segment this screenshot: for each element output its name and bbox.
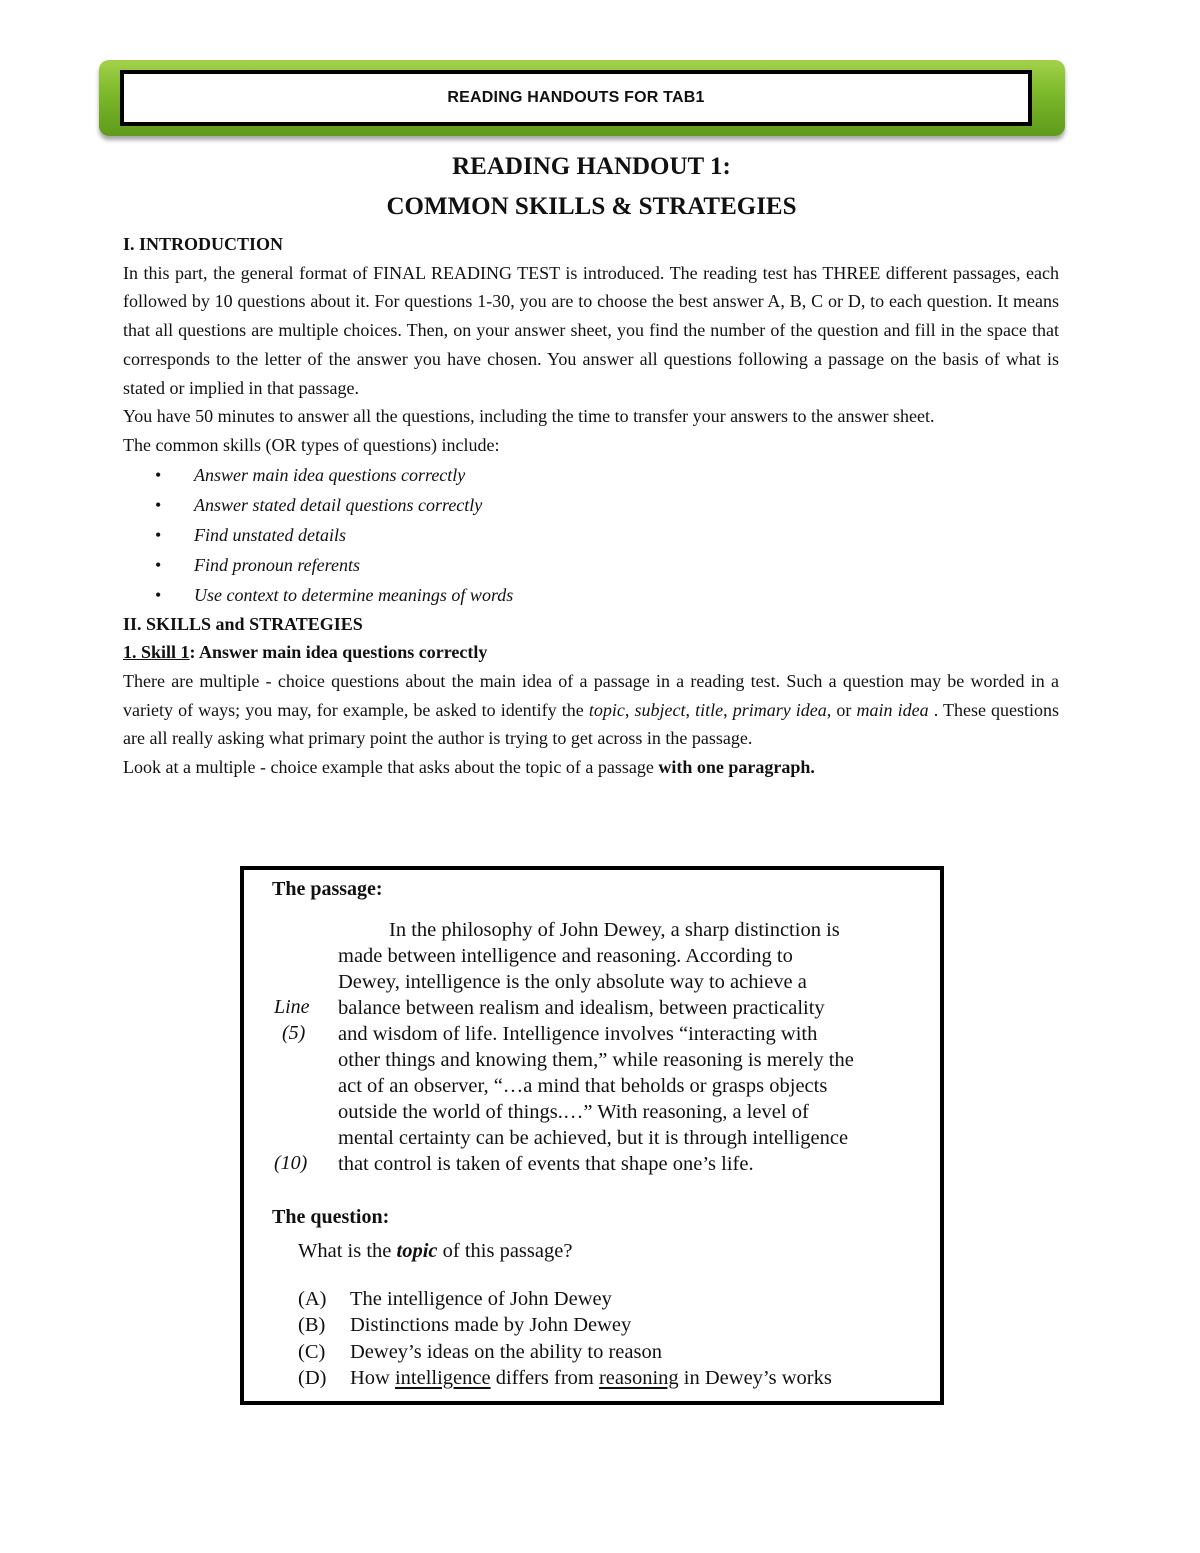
option-term-reasoning: reasoning — [598, 1366, 679, 1389]
list-item: • Answer main idea questions correctly — [123, 460, 1059, 490]
list-item: • Answer stated detail questions correctly — [123, 490, 1059, 520]
intro-paragraph-3: The common skills (OR types of questions) include: — [123, 434, 500, 455]
header-title: READING HANDOUTS FOR TAB1 — [447, 89, 705, 106]
option-text — [350, 1365, 832, 1391]
handout-subtitle: COMMON SKILLS & STRATEGIES — [386, 193, 797, 220]
skill1-text-c: Look at a multiple - choice example that asks about the topic of a passage — [123, 757, 659, 778]
section2-heading: II. SKILLS and STRATEGIES — [123, 613, 363, 634]
intro-paragraph-1: In this part, the general format of FINAL READING TEST is introduced. The reading test has THREE different passages, each followed by 10 questions about it. For questions 1-30, you are to choose the best answer A, B, C or D, to each question. It means that all questions are multiple choices. Then, on your answer sheet, you find the number of the question and fill in the space that corresponds to the letter of the answer you have chosen. You answer all questions following a passage on the basis of what is stated or implied in that passage. — [123, 262, 1059, 398]
passage-line: mental certainty can be achieved, but it is through intelligence — [338, 1127, 849, 1149]
question-term: topic — [396, 1240, 438, 1262]
passage-line: other things and knowing them,” while reasoning is merely the — [338, 1049, 854, 1071]
intro-heading: I. INTRODUCTION — [123, 234, 284, 254]
question-pre: What is the — [298, 1240, 397, 1262]
skill1-title: Answer main idea questions correctly — [195, 642, 488, 663]
line-mark-10: (10) — [274, 1152, 308, 1174]
term-primary-idea: primary idea — [732, 699, 827, 720]
passage-line: act of an observer, “…a mind that beholds or grasps objects — [338, 1075, 828, 1097]
intro-paragraph-2: You have 50 minutes to answer all the questions, including the time to transfer your answers to the answer sheet. — [123, 406, 935, 427]
skill1-text-a: There are multiple - choice questions about the main idea of a passage in a reading test. Such a question may be worded in a variety of ways; you may, for example, be asked to identify the — [123, 671, 1059, 720]
passage-line: balance between realism and idealism, between practicality — [338, 997, 825, 1019]
line-mark-5: (5) — [282, 1022, 306, 1044]
skill1-heading — [123, 638, 1059, 667]
handout-title: READING HANDOUT 1: — [452, 153, 731, 180]
passage-line: that control is taken of events that shape one’s life. — [338, 1153, 754, 1175]
list-item: • Find pronoun referents — [123, 550, 1059, 580]
passage-line: Dewey, intelligence is the only absolute way to achieve a — [338, 971, 807, 993]
line-label: Line — [274, 996, 310, 1018]
answer-option — [298, 1286, 832, 1312]
skill1-label: 1. Skill 1 — [123, 642, 190, 663]
skill1-paragraph-1: There are multiple - choice questions about the main idea of a passage in a reading test. Such a question may be worded in a variety of ways; you may, for example, be asked to identify the topic, subject, title, primary idea, or main idea . These questions are all really asking what primary point the author is trying to get across in the passage. — [123, 671, 1060, 749]
term-topic: topic — [588, 699, 625, 720]
option-term-intelligence: intelligence — [394, 1366, 491, 1389]
answer-option — [298, 1339, 832, 1365]
passage-heading: The passage: — [272, 878, 383, 900]
option-key: (D) — [298, 1366, 327, 1389]
skill1-separator: : — [189, 642, 196, 663]
question-text — [298, 1240, 572, 1263]
option-text: Distinctions made by John Dewey — [350, 1314, 632, 1337]
skill1-text-b: . These questions are all really asking what primary point the author is trying to get across in the passage. — [123, 699, 1060, 749]
option-text: The intelligence of John Dewey — [350, 1288, 612, 1310]
passage-line: outside the world of things.…” With reasoning, a level of — [338, 1101, 809, 1123]
answer-option — [298, 1365, 832, 1391]
question-heading: The question: — [272, 1206, 390, 1228]
option-text-pre: How — [350, 1366, 395, 1389]
answer-options — [298, 1286, 832, 1391]
main-content — [123, 230, 1059, 782]
passage-line: made between intelligence and reasoning. According to — [338, 945, 793, 967]
option-text: Dewey’s ideas on the ability to reason — [350, 1340, 662, 1363]
option-key: (B) — [298, 1314, 326, 1337]
skill1-text-c-bold: with one paragraph. — [658, 757, 815, 778]
answer-option — [298, 1312, 832, 1338]
option-key: (A) — [298, 1288, 327, 1310]
passage-line: In the philosophy of John Dewey, a sharp distinction is — [389, 919, 840, 941]
passage-line: and wisdom of life. Intelligence involves “interacting with — [338, 1023, 818, 1045]
passage-text — [338, 917, 938, 1177]
list-item: • Find unstated details — [123, 520, 1059, 550]
list-item: • Use context to determine meanings of words — [123, 580, 1059, 610]
question-post: of this passage? — [437, 1240, 573, 1262]
option-text-mid: differs from — [490, 1366, 599, 1389]
option-text-post: in Dewey’s works — [678, 1366, 832, 1389]
option-key: (C) — [298, 1340, 326, 1363]
example-figure — [240, 866, 944, 1405]
skills-list — [123, 460, 1059, 610]
term-subject: subject — [634, 699, 686, 720]
term-main-idea: main idea — [856, 699, 929, 720]
header-title-box — [120, 70, 1032, 126]
term-title: title — [695, 699, 724, 720]
skill1-paragraph-2 — [123, 753, 1059, 782]
